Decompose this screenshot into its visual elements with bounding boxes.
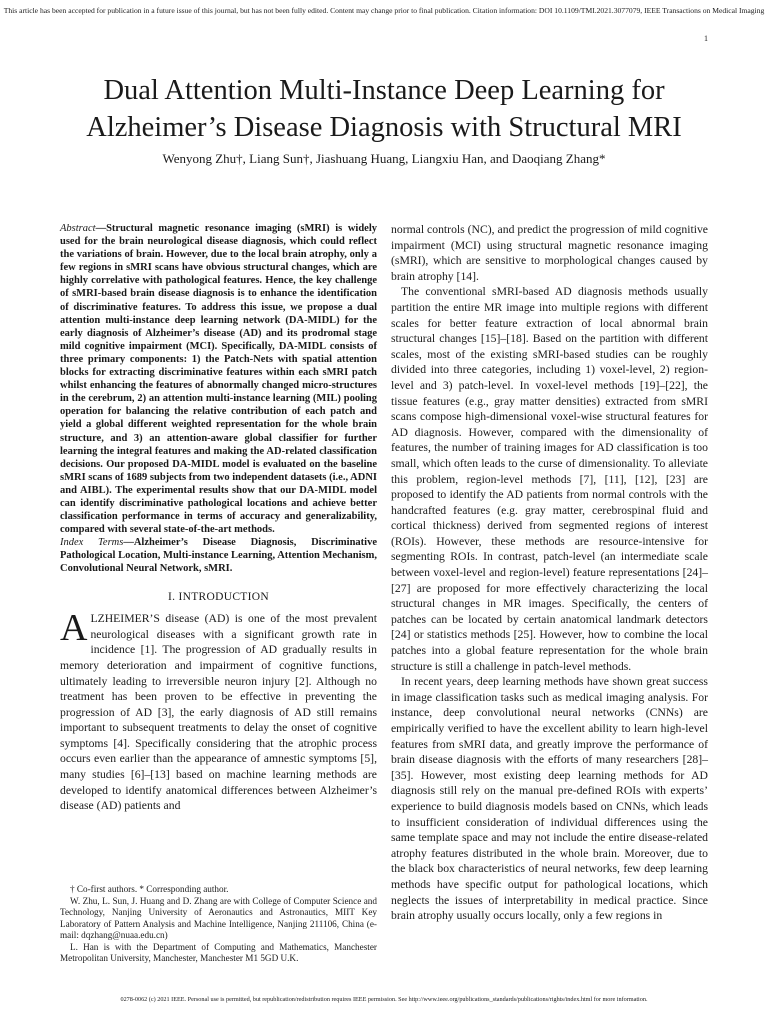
- intro-paragraph-1-text: LZHEIMER’S disease (AD) is one of the most prevalent neurological diseases with a significant growth rate in incidence [1]. The progression of AD gradually results in memory deterioration and impairment of cognitive functions, ultimately leading to irreversible neuron injury [2]. Although no treatment has been proven to be effective in preventing the progression of AD [3], the early diagnosis of AD still remains important to subsequent treatments to delay the onset of cognitive symptoms [4]. Specifically considering that the atrophic process occurs even earlier than the appearance of amnestic symptoms [5], many studies [6]–[13] based on machine learning methods are developed to identify anatomical differences between Alzheimer’s disease (AD) patients and: [60, 612, 377, 813]
- drop-cap: A: [60, 607, 88, 650]
- footnote-affiliation-1: W. Zhu, L. Sun, J. Huang and D. Zhang are with College of Computer Science and Technology, Nanjing University of Aeronautics and Astronautics, MIIT Key Laboratory of Pattern Analysis and Machine Intelligence, Nanjing 211106, China (e-mail: dqzhang@nuaa.edu.cn): [60, 895, 377, 940]
- author-list: Wenyong Zhu†, Liang Sun†, Jiashuang Huang, Liangxiu Han, and Daoqiang Zhang*: [162, 151, 606, 166]
- title-line-2: Alzheimer’s Disease Diagnosis with Structural MRI: [86, 112, 682, 143]
- footnote-affiliation-2: L. Han is with the Department of Computing and Mathematics, Manchester Metropolitan University, Manchester, Manchester M1 5GD U.K.: [60, 941, 377, 963]
- right-paragraph-1: normal controls (NC), and predict the progression of mild cognitive impairment (MCI) using structural magnetic resonance imaging (sMRI), which are sensitive to morphological changes caused by brain atrophy [14].: [391, 223, 708, 283]
- abstract: [60, 222, 377, 536]
- right-column: [391, 222, 708, 924]
- journal-header-note: This article has been accepted for publication in a future issue of this journal, but has not been fully edited. Content may change prior to final publication. Citation information: DOI 10.1109/TMI.2021.3077079, IEEE Transactions on Medical Imaging: [3, 6, 765, 15]
- right-paragraph-2: The conventional sMRI-based AD diagnosis methods usually partition the entire MR image into multiple regions with different scales for better feature extraction of local abnormal brain structural changes [15]–[18]. Based on the partition with different scales, most of the existing sMRI-based studies can be roughly divided into three categories, including 1) voxel-level, 2) region-level and 3) patch-level. In voxel-level methods [19]–[22], the tissue features (e.g., gray matter densities) extracted from sMRI scans compose high-dimensional voxel-wise structural features for AD diagnosis. However, compared with the dimensionality of features, the number of training images for AD classification is too small, which often leads to the curse of dimensionality. To alleviate this problem, region-level methods [7], [11], [12], [23] are proposed to identify the AD patients from normal controls with the handcrafted features (e.g. gray matter, cerebrospinal fluid and cortical thickness) derived from segmented regions of interest (ROIs). However, these methods are resource-intensive for segmenting ROIs. In contrast, patch-level (an intermediate scale between voxel-level and region-level) feature representations [24]–[27] are proposed for more effectively characterizing the local structural changes in MR images. Specifically, the centers of patches can be located by certain anatomical landmark detectors [24] or statistics methods [25]. However, how to combine the local patches into a global feature representation for the whole brain structure is still a challenge in patch-level methods.: [391, 285, 708, 673]
- copyright-footer: 0278-0062 (c) 2021 IEEE. Personal use is permitted, but republication/redistribution requires IEEE permission. See http://www.ieee.org/publications_standards/publications/rights/index.html for more information.: [120, 996, 648, 1003]
- index-terms: [60, 536, 377, 575]
- title-line-1: Dual Attention Multi-Instance Deep Learning for: [103, 75, 665, 106]
- intro-paragraph-1: [60, 607, 377, 814]
- paper-title: [40, 72, 728, 146]
- right-paragraph-3: In recent years, deep learning methods have shown great success in image classification tasks such as medical imaging analysis. For instance, deep convolutional neural networks (CNNs) are empirically verified to have the excellent ability to learn high-level features from sMRI data, and greatly improve the performance of brain disease diagnosis with the efforts of many researchers [28]–[35]. However, most existing deep learning methods for AD diagnosis still rely on the manual pre-defined ROIs with experts’ experience to build diagnosis models based on CNNs, which leads to insufficient consideration of individual differences using the same template space and may not include the entire disease-related atrophy features distributed in the whole brain. Moreover, due to the black box characteristics of neural networks, few deep learning methods have specific output for pathological locations, which neglects the issues of interpretability in medical practice. Since brain atrophy usually occurs locally, only a few regions in: [391, 675, 708, 923]
- footnote-coauthors: † Co-first authors. * Corresponding author.: [70, 884, 229, 894]
- footnotes: [60, 884, 377, 965]
- page-number: 1: [704, 34, 708, 43]
- abstract-text: —Structural magnetic resonance imaging (sMRI) is widely used for the brain neurological disease diagnosis, which could reflect the variations of brain. However, due to the local brain atrophy, only a few regions in sMRI scans have obvious structural changes, which are highly correlative with pathological features. Hence, the key challenge of sMRI-based brain disease diagnosis is to enhance the identification of discriminative features. To address this issue, we propose a dual attention multi-instance deep learning network (DA-MIDL) for the early diagnosis of Alzheimer’s disease (AD) and its prodromal stage mild cognitive impairment (MCI). Specifically, DA-MIDL consists of three primary components: 1) the Patch-Nets with spatial attention blocks for extracting discriminative features within each sMRI patch whilst enhancing the features of abnormally changed micro-structures in the cerebrum, 2) an attention multi-instance learning (MIL) pooling operation for balancing the relative contribution of each patch and yield a global different weighted representation for the whole brain structure, and 3) an attention-aware global classifier for further learning the integral features and making the AD-related classification decisions. Our proposed DA-MIDL model is evaluated on the baseline sMRI scans of 1689 subjects from two independent datasets (i.e., ADNI and AIBL). The experimental results show that our DA-MIDL model can identify discriminative pathological locations and achieve better classification performance in terms of accuracy and generalizability, compared with several state-of-the-art methods.: [60, 223, 377, 536]
- index-terms-text: —Alzheimer’s Disease Diagnosis, Discriminative Pathological Location, Multi-instance Learning, Attention Mechanism, Convolutional Neural Network, sMRI.: [60, 537, 378, 575]
- index-terms-label: Index Terms: [60, 537, 124, 549]
- abstract-label: Abstract: [60, 223, 96, 234]
- section-heading-introduction: I. INTRODUCTION: [168, 590, 269, 603]
- left-column: [60, 222, 377, 814]
